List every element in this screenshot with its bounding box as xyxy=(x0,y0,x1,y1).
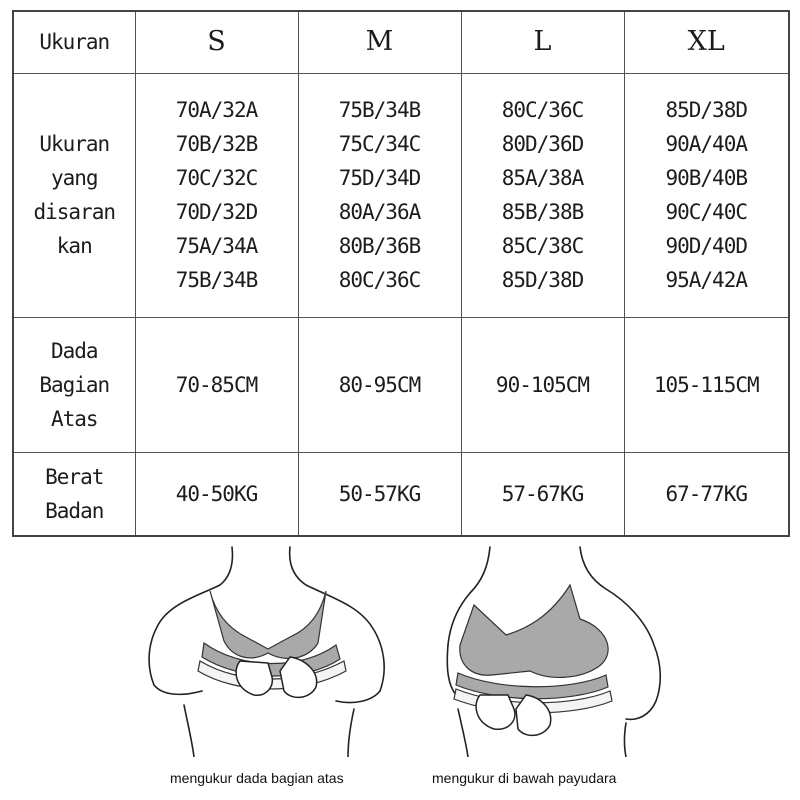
cup-sizes-s xyxy=(135,73,298,317)
cup-size: 80B/36B xyxy=(338,234,421,258)
upper-chest-l: 90-105CM xyxy=(461,317,624,452)
label-line: kan xyxy=(56,234,92,258)
header-row xyxy=(13,11,789,73)
cup-size: 85D/38D xyxy=(665,98,747,122)
label-line: disaran xyxy=(33,200,115,224)
upper-chest-label xyxy=(13,317,135,452)
upper-chest-xl: 105-115CM xyxy=(624,317,789,452)
cup-size: 85D/38D xyxy=(501,268,584,292)
recommended-size-row xyxy=(13,73,789,317)
size-header-l: L xyxy=(461,11,624,73)
label-line: Dada xyxy=(50,338,98,363)
cup-size: 75A/34A xyxy=(175,234,258,258)
cup-size: 75B/34B xyxy=(175,268,258,292)
upper-chest-row xyxy=(13,317,789,452)
size-header-s: S xyxy=(135,11,298,73)
cup-size: 85B/38B xyxy=(501,200,584,224)
upper-chest-caption: mengukur dada bagian atas xyxy=(170,770,344,786)
cup-size: 70D/32D xyxy=(175,200,258,224)
header-label: Ukuran xyxy=(13,11,135,73)
upper-chest-measure-illustration xyxy=(140,545,410,757)
cup-size: 90A/40A xyxy=(665,132,747,156)
cup-size: 70C/32C xyxy=(175,166,258,190)
cup-size: 85A/38A xyxy=(501,166,584,190)
cup-size: 80D/36D xyxy=(501,132,584,156)
cup-sizes-xl xyxy=(624,73,789,317)
body-weight-m: 50-57KG xyxy=(298,452,461,536)
upper-chest-m: 80-95CM xyxy=(298,317,461,452)
underbust-caption: mengukur di bawah payudara xyxy=(432,770,617,786)
cup-size: 80C/36C xyxy=(338,268,421,292)
label-line: Atas xyxy=(50,406,98,431)
cup-size: 75C/34C xyxy=(338,132,421,156)
label-line: Ukuran xyxy=(39,132,110,156)
cup-size: 75B/34B xyxy=(338,98,421,122)
label-line: Badan xyxy=(45,498,104,523)
label-line: yang xyxy=(50,166,98,190)
cup-size: 90C/40C xyxy=(665,200,747,224)
label-line: Berat xyxy=(45,464,104,489)
cup-size: 70A/32A xyxy=(175,98,258,122)
body-weight-row xyxy=(13,452,789,536)
underbust-measure-illustration xyxy=(430,545,680,757)
cup-size: 85C/38C xyxy=(501,234,584,258)
size-header-xl: XL xyxy=(624,11,789,73)
cup-sizes-l xyxy=(461,73,624,317)
size-chart-table xyxy=(12,10,790,537)
cup-size: 80A/36A xyxy=(338,200,421,224)
body-weight-label xyxy=(13,452,135,536)
body-weight-xl: 67-77KG xyxy=(624,452,789,536)
upper-chest-s: 70-85CM xyxy=(135,317,298,452)
body-weight-l: 57-67KG xyxy=(461,452,624,536)
recommended-size-label xyxy=(13,73,135,317)
body-weight-s: 40-50KG xyxy=(135,452,298,536)
cup-size: 90D/40D xyxy=(665,234,747,258)
cup-size: 70B/32B xyxy=(175,132,258,156)
cup-size: 95A/42A xyxy=(665,268,747,292)
label-line: Bagian xyxy=(39,372,110,397)
cup-size: 90B/40B xyxy=(665,166,747,190)
cup-size: 75D/34D xyxy=(338,166,421,190)
cup-size: 80C/36C xyxy=(501,98,584,122)
size-header-m: M xyxy=(298,11,461,73)
cup-sizes-m xyxy=(298,73,461,317)
